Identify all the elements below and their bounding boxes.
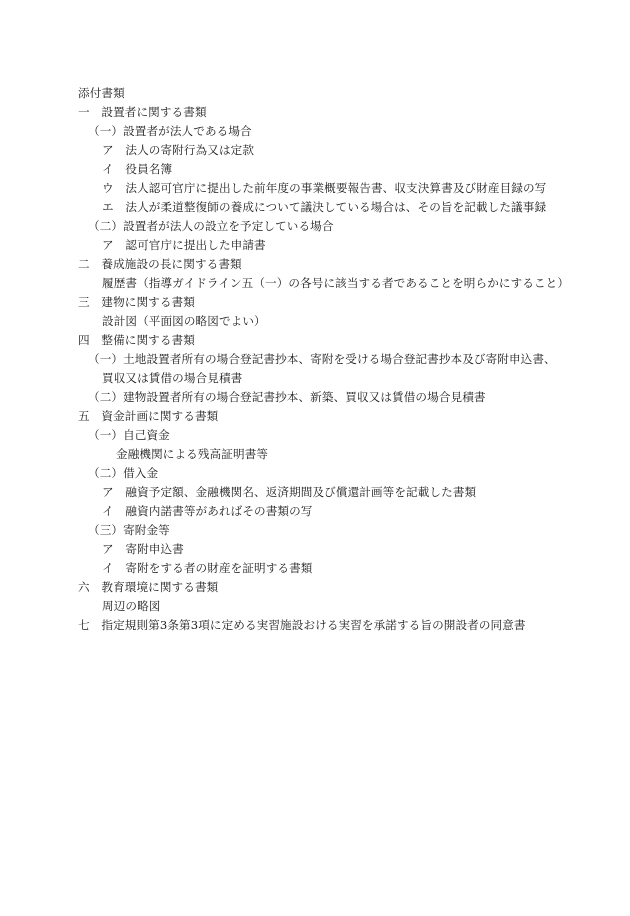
section-5-sub-2: （二）借入金 — [88, 466, 159, 480]
section-4-sub-1-cont: 買収又は賃借の場合見積書 — [102, 371, 243, 385]
section-3-heading: 三 建物に関する書類 — [78, 295, 195, 309]
section-5-sub-2-item-i: イ 融資内諾書等があればその書類の写 — [102, 504, 313, 518]
section-5-sub-2-item-a: ア 融資予定額、金融機関名、返済期間及び償還計画等を記載した書類 — [102, 485, 477, 499]
section-5-heading: 五 資金計画に関する書類 — [78, 409, 219, 423]
section-7-heading: 七 指定規則第3条第3項に定める実習施設おける実習を承諾する旨の開設者の同意書 — [78, 618, 526, 632]
section-5-sub-1-body: 金融機関による残高証明書等 — [116, 447, 269, 461]
section-1-sub-2: （二）設置者が法人の設立を予定している場合 — [88, 219, 334, 233]
section-4-sub-1: （一）土地設置者所有の場合登記書抄本、寄附を受ける場合登記書抄本及び寄附申込書、 — [88, 352, 556, 366]
section-2-body: 履歴書（指導ガイドライン五（一）の各号に該当する者であることを明らかにすること） — [102, 276, 570, 290]
section-6-heading: 六 教育環境に関する書類 — [78, 580, 219, 594]
section-1-heading: 一 設置者に関する書類 — [78, 105, 207, 119]
section-2-heading: 二 養成施設の長に関する書類 — [78, 257, 242, 271]
section-5-sub-3-item-i: イ 寄附をする者の財産を証明する書類 — [102, 561, 313, 575]
section-5-sub-3-item-a: ア 寄附申込書 — [102, 542, 184, 556]
section-3-body: 設計図（平面図の略図でよい） — [102, 314, 266, 328]
section-5-sub-3: （三）寄附金等 — [88, 523, 170, 537]
section-6-body: 周辺の略図 — [102, 599, 161, 613]
section-1-sub-1-item-u: ウ 法人認可官庁に提出した前年度の事業概要報告書、収支決算書及び財産目録の写 — [102, 181, 547, 195]
section-1-sub-2-item-a: ア 認可官庁に提出した申請書 — [102, 238, 266, 252]
section-4-sub-2: （二）建物設置者所有の場合登記書抄本、新築、買収又は賃借の場合見積書 — [88, 390, 486, 404]
section-1-sub-1-item-a: ア 法人の寄附行為又は定款 — [102, 143, 255, 157]
section-1-sub-1-item-i: イ 役員名簿 — [102, 162, 173, 176]
document-title: 添付書類 — [78, 86, 125, 100]
section-1-sub-1-item-e: エ 法人が柔道整復師の養成について議決している場合は、その旨を記載した議事録 — [102, 200, 547, 214]
section-5-sub-1: （一）自己資金 — [88, 428, 170, 442]
section-1-sub-1: （一）設置者が法人である場合 — [88, 124, 252, 138]
section-4-heading: 四 整備に関する書類 — [78, 333, 195, 347]
